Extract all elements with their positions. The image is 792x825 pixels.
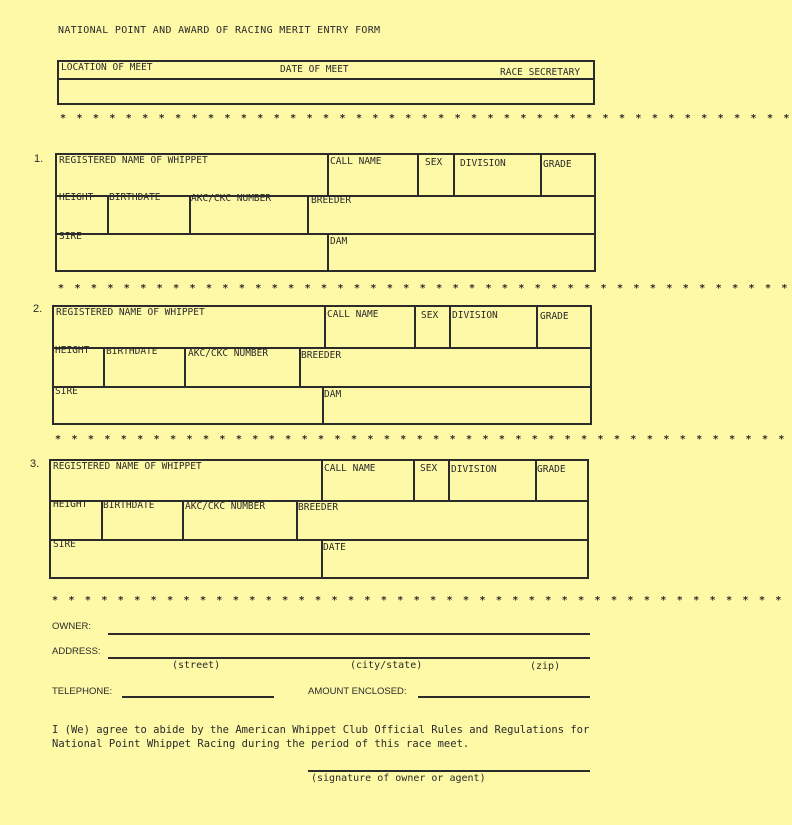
zip-caption: (zip) bbox=[530, 661, 561, 672]
registered-name-label: REGISTERED NAME OF WHIPPET bbox=[56, 307, 205, 318]
sex-label: SEX bbox=[421, 310, 439, 321]
telephone-field[interactable] bbox=[122, 696, 274, 698]
separator: * * * * * * * * * * * * * * * * * * * * * * * * * * * * * * * * * * * * * * * * * * * * * bbox=[60, 113, 792, 124]
separator: * * * * * * * * * * * * * * * * * * * * * * * * * * * * * * * * * * * * * * * * * * * * * bbox=[55, 434, 787, 445]
akc-number-label: AKC/CKC NUMBER bbox=[188, 348, 269, 359]
akc-number-label: AKC/CKC NUMBER bbox=[191, 193, 272, 204]
separator: * * * * * * * * * * * * * * * * * * * * * * * * * * * * * * * * * * * * * * * * * * * * * bbox=[52, 595, 784, 606]
address-label: ADDRESS: bbox=[52, 646, 101, 657]
dam-label: DAM bbox=[324, 389, 342, 400]
birthdate-label: BIRTHDATE bbox=[106, 346, 158, 357]
location-label: LOCATION OF MEET bbox=[61, 62, 153, 73]
call-name-label: CALL NAME bbox=[327, 309, 379, 320]
grade-label: GRADE bbox=[540, 311, 569, 322]
agreement-line-1: I (We) agree to abide by the American Whippet Club Official Rules and Regulations for bbox=[52, 724, 590, 736]
telephone-label: TELEPHONE: bbox=[52, 686, 113, 697]
akc-number-label: AKC/CKC NUMBER bbox=[185, 501, 266, 512]
entry-number: 1. bbox=[34, 153, 44, 165]
form-title: NATIONAL POINT AND AWARD OF RACING MERIT ENTRY FORM bbox=[58, 25, 381, 36]
division-label: DIVISION bbox=[452, 310, 498, 321]
grade-label: GRADE bbox=[543, 159, 572, 170]
agreement-text bbox=[52, 723, 589, 751]
owner-label: OWNER: bbox=[52, 621, 92, 632]
registered-name-label: REGISTERED NAME OF WHIPPET bbox=[53, 461, 202, 472]
meet-location-field[interactable] bbox=[60, 78, 592, 102]
breeder-label: BREEDER bbox=[301, 350, 342, 361]
date-of-meet-label: DATE OF MEET bbox=[280, 64, 349, 75]
breeder-label: BREEDER bbox=[298, 502, 339, 513]
sire-label: SIRE bbox=[55, 386, 78, 397]
amount-enclosed-field[interactable] bbox=[418, 696, 590, 698]
registered-name-label: REGISTERED NAME OF WHIPPET bbox=[59, 155, 208, 166]
birthdate-label: BIRTHDATE bbox=[103, 500, 155, 511]
height-label: HEIGHT bbox=[59, 192, 94, 203]
entry-2-box bbox=[52, 305, 592, 425]
height-label: HEIGHT bbox=[53, 499, 88, 510]
entry-3-box bbox=[49, 459, 589, 579]
agreement-line-2: National Point Whippet Racing during the period of this race meet. bbox=[52, 738, 470, 750]
dam-label: DATE bbox=[323, 542, 346, 553]
sex-label: SEX bbox=[420, 463, 438, 474]
division-label: DIVISION bbox=[451, 464, 497, 475]
separator: * * * * * * * * * * * * * * * * * * * * * * * * * * * * * * * * * * * * * * * * * * * * * bbox=[58, 283, 790, 294]
dam-label: DAM bbox=[330, 236, 348, 247]
signature-field[interactable] bbox=[308, 770, 590, 772]
birthdate-label: BIRTHDATE bbox=[109, 192, 161, 203]
entry-1-box bbox=[55, 153, 596, 272]
call-name-label: CALL NAME bbox=[330, 156, 382, 167]
sire-label: SIRE bbox=[59, 231, 82, 242]
race-secretary-label: RACE SECRETARY bbox=[500, 67, 581, 78]
call-name-label: CALL NAME bbox=[324, 463, 376, 474]
entry-number: 3. bbox=[30, 458, 40, 470]
entry-number: 2. bbox=[33, 303, 43, 315]
division-label: DIVISION bbox=[460, 158, 506, 169]
sire-label: SIRE bbox=[53, 539, 76, 550]
breeder-label: BREEDER bbox=[311, 195, 352, 206]
amount-enclosed-label: AMOUNT ENCLOSED: bbox=[308, 686, 407, 697]
city-state-caption: (city/state) bbox=[350, 660, 423, 671]
height-label: HEIGHT bbox=[55, 345, 90, 356]
street-caption: (street) bbox=[172, 660, 221, 671]
address-field[interactable] bbox=[108, 657, 590, 659]
owner-field[interactable] bbox=[108, 633, 590, 635]
grade-label: GRADE bbox=[537, 464, 566, 475]
signature-caption: (signature of owner or agent) bbox=[311, 773, 486, 784]
sex-label: SEX bbox=[425, 157, 443, 168]
